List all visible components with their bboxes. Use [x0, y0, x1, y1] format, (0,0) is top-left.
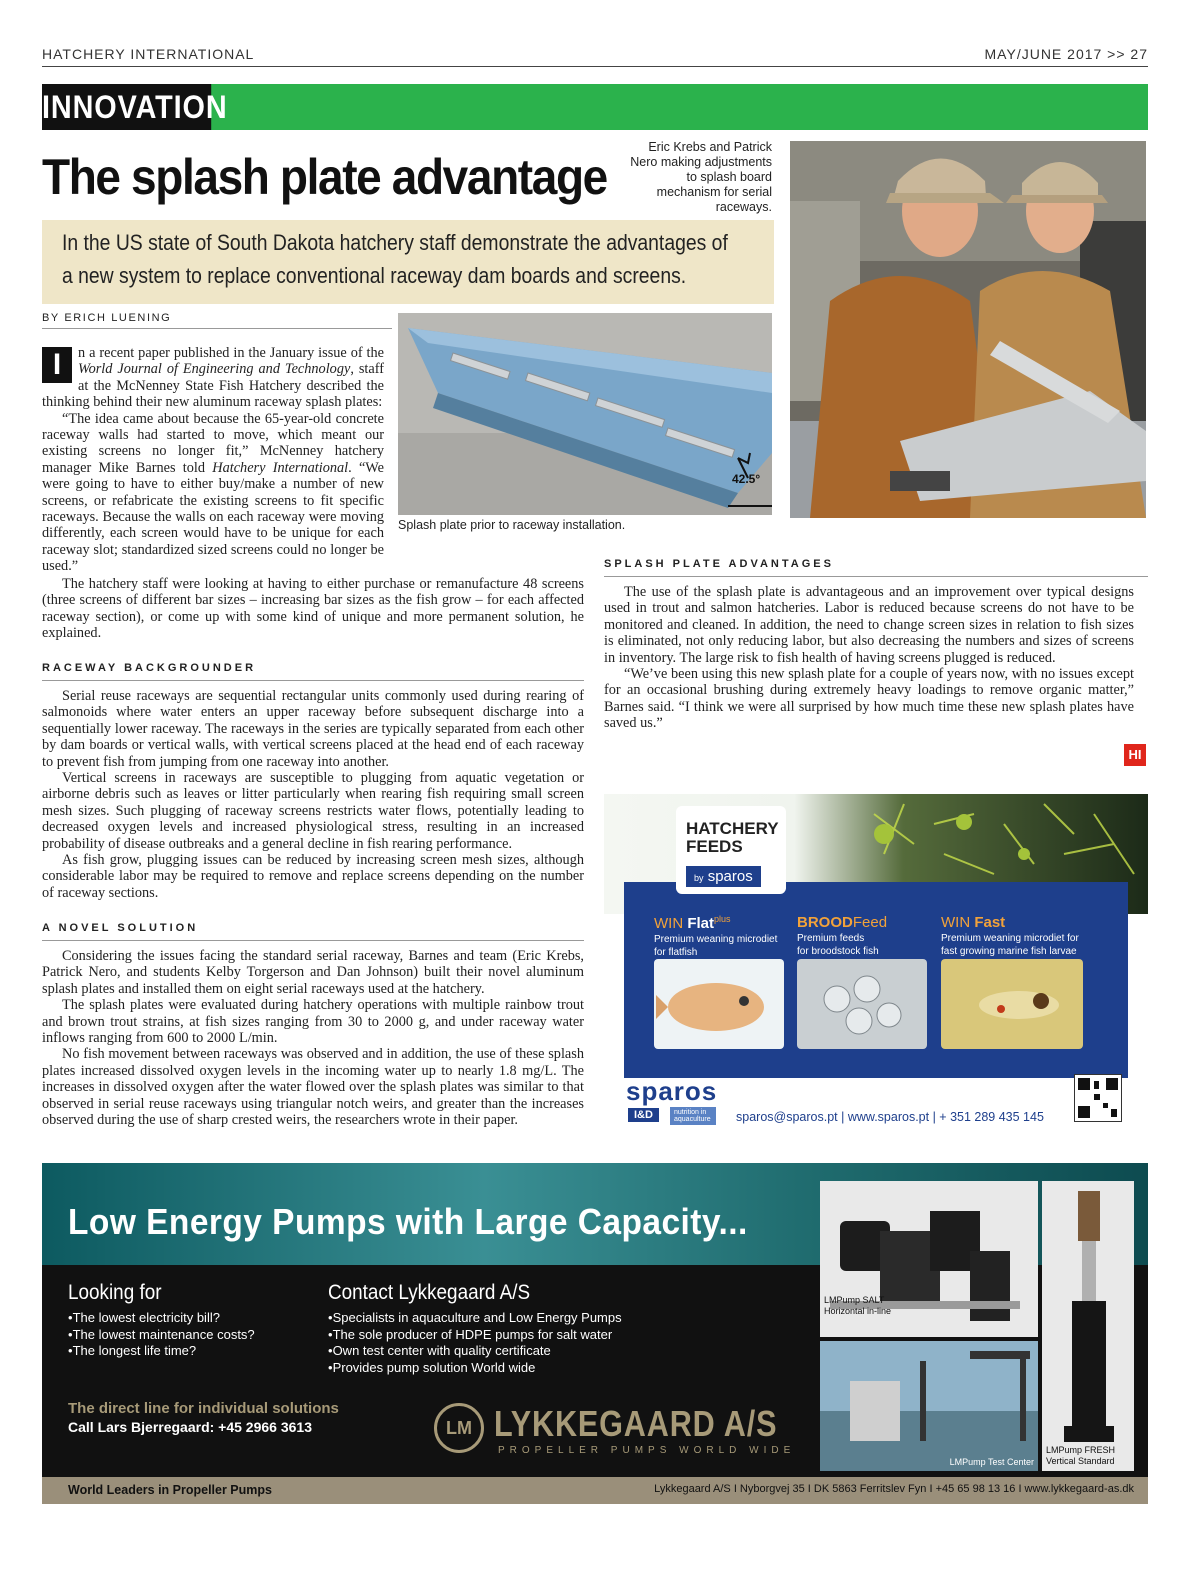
- byline-rule: [42, 328, 392, 329]
- photo-splash-plate: [398, 313, 772, 515]
- novel-paragraph-3: No fish movement between raceways was observed and in addition, the use of these splash plates increased dissolved oxygen levels in the incoming water up to nearly 1.8 mg/L. The increases in dissolved oxygen after the water flowed over the splash plates was similar to that observed in serial reuse raceways using triangular notch weirs, and greater than the increases observed during the use of sharp crested weirs, the researchers wrote in their paper.: [42, 1046, 584, 1129]
- intro-paragraph-2: “The idea came about because the 65-year-old concrete raceway walls had started to move, which meant our existing screens no longer fit,” McNenney hatchery manager Mike Barnes told Hatchery International. “We were going to have to either buy/make a number of new screens, or refabricate the existing screens to fit specific raceways. Because the walls on each raceway were moving differently, each screen would have to be unique for each raceway slot; standardized sized screens could no longer be used.”: [42, 410, 384, 575]
- looking-for-heading: Looking for: [68, 1281, 162, 1304]
- intro-paragraph-1: I n a recent paper published in the January issue of the World Journal of Engineering and Technology, staff at the McNenney State Fish Hatchery described the thinking behind their new aluminum raceway splash plates:: [42, 345, 385, 411]
- list-item: • The lowest electricity bill?: [68, 1310, 255, 1327]
- sparos-brand-logo: sparos: [626, 1076, 718, 1106]
- deck-line-2: a new system to replace conventional raceway dam boards and screens.: [62, 263, 687, 288]
- lykkegaard-tagline: PROPELLER PUMPS WORLD WIDE: [498, 1445, 796, 1456]
- novel-paragraph-2: The splash plates were evaluated during hatchery operations with multiple rainbow trout and brown trout strains, at fish sizes ranging from 30 to 2000 g, and under raceway water inflows ranging from 600 to 2000 L/min.: [42, 997, 584, 1047]
- backgrounder-paragraph-1: Serial reuse raceways are sequential rectangular units commonly used during rearing of salmonoids where water enters an upper raceway before subsequent discharge into a sequentially lower raceway. The raceways in the series are typically separated from each other by dam boards or vertical walls, with vertical screens placed at the head end of each raceway to prevent fish from jumping from one raceway into another.: [42, 688, 584, 770]
- drop-cap: I: [42, 347, 72, 383]
- photo-caption-plate: Splash plate prior to raceway installation.: [398, 518, 626, 532]
- journal-name: World Journal of Engineering and Technology: [78, 361, 351, 378]
- magazine-name: Hatchery International: [212, 459, 349, 476]
- subhead-raceway-backgrounder: RACEWAY BACKGROUNDER: [42, 662, 257, 674]
- subhead-splash-plate-advantages: SPLASH PLATE ADVANTAGES: [604, 558, 834, 570]
- footer-slogan: World Leaders in Propeller Pumps: [68, 1483, 272, 1497]
- deck-line-1: In the US state of South Dakota hatchery staff demonstrate the advantages of: [62, 230, 728, 255]
- lykkegaard-title: Low Energy Pumps with Large Capacity...: [68, 1201, 748, 1242]
- broodstock-eggs-image: [797, 959, 927, 1049]
- deck-text: [62, 226, 728, 292]
- advantages-text: [604, 584, 1134, 732]
- flatfish-image: [654, 959, 784, 1049]
- intro-text-narrow: [42, 345, 384, 575]
- sparos-advertisement[interactable]: [604, 794, 1148, 1140]
- article-title: The splash plate advantage: [42, 149, 607, 205]
- end-mark-logo: HI: [1124, 744, 1146, 766]
- subhead-rule-2: [42, 940, 584, 941]
- list-item: • The lowest maintenance costs?: [68, 1327, 255, 1344]
- fish-larva-image: [941, 959, 1083, 1049]
- contact-list: [328, 1310, 622, 1376]
- intro-paragraph-3: The hatchery staff were looking at having to either purchase or remanufacture 48 screens (three screens of different bar sizes – increasing bar sizes as the fish grow – for each affected raceway section), or come up with some kind of unique and more permanent solution, he explained.: [42, 576, 584, 642]
- photo-caption-workers: Eric Krebs and Patrick Nero making adjustments to splash board mechanism for serial raceways.: [630, 140, 772, 214]
- pump-test-center-image: LMPump Test Center: [820, 1341, 1038, 1471]
- product-win-fast: WIN Fast Premium weaning microdiet for fast growing marine fish larvae: [941, 914, 1079, 957]
- list-item: • Specialists in aquaculture and Low Energy Pumps: [328, 1310, 622, 1327]
- pump-salt-image: LMPump SALT Horizontal in-line: [820, 1181, 1038, 1337]
- pump-fresh-image: LMPump FRESH Vertical Standard: [1042, 1181, 1134, 1471]
- lykkegaard-footer: [42, 1477, 1148, 1504]
- photo-workers: [790, 141, 1146, 518]
- call-text[interactable]: Call Lars Bjerregaard: +45 2966 3613: [68, 1419, 312, 1435]
- sparos-nutrition-tag: nutrition in aquaculture: [670, 1107, 716, 1125]
- list-item: • Provides pump solution World wide: [328, 1360, 622, 1377]
- footer-address[interactable]: Lykkegaard A/S I Nyborgvej 35 I DK 5863 Ferritslev Fyn I +45 65 98 13 16 I www.lykkegaard-as.dk: [654, 1483, 1134, 1495]
- hatchery-feeds-logo: HATCHERY FEEDS by sparos: [676, 806, 786, 894]
- list-item: • The longest life time?: [68, 1343, 255, 1360]
- lykkegaard-advertisement[interactable]: [42, 1163, 1148, 1504]
- qr-code-icon[interactable]: [1074, 1074, 1122, 1122]
- angle-label: 42.5°: [732, 472, 761, 486]
- list-item: • Own test center with quality certificate: [328, 1343, 622, 1360]
- list-item: • The sole producer of HDPE pumps for salt water: [328, 1327, 622, 1344]
- lykkegaard-logo-text: LYKKEGAARD A/S: [494, 1403, 778, 1444]
- looking-for-list: [68, 1310, 255, 1360]
- backgrounder-paragraph-3: As fish grow, plugging issues can be reduced by increasing screen mesh sizes, although considerable labor may be required to remove and replace screens depending on the number of raceway sections.: [42, 852, 584, 901]
- sparos-contact-line[interactable]: sparos@sparos.pt | www.sparos.pt | + 351 289 435 145: [736, 1110, 1044, 1124]
- publication-name: HATCHERY INTERNATIONAL: [42, 46, 255, 62]
- advantages-paragraph-2: “We’ve been using this new splash plate for a couple of years now, with no issues except for an occasional brushing during extremely heavy loadings to remove organic matter,” Barnes said. “I think we were all surprised by how much time these new splash plates have saved us.”: [604, 666, 1134, 732]
- byline: BY ERICH LUENING: [42, 312, 172, 324]
- novel-solution-text: [42, 948, 584, 1128]
- contact-heading: Contact Lykkegaard A/S: [328, 1281, 531, 1304]
- advantages-paragraph-1: The use of the splash plate is advantageous and an improvement over typical designs used in trout and salmon hatcheries. Labor is reduced because screens do not have to be monitored and cleaned. In addition, the need to change screen sizes in relation to fish sizes is eliminated, not only reducing labor, but also decreasing the numbers and sizes of screens in inventory. The large risk to fish health of having screens plugged is reduced.: [604, 584, 1134, 666]
- subhead-rule-1: [42, 680, 584, 681]
- subhead-rule-3: [604, 576, 1148, 577]
- product-broodfeed: BROODFeed Premium feeds for broodstock fish: [797, 914, 888, 957]
- sparos-id-tag: I&D: [628, 1108, 659, 1122]
- backgrounder-paragraph-2: Vertical screens in raceways are susceptible to plugging from aquatic vegetation or airborne debris such as leaves or litter particularly when rearing fish requiring small screen mesh sizes. Such plugging of raceway screens restricts water flows, potentially leading to decreased oxygen levels and increased physiological stress, resulting in an increased probability of disease outbreaks and a general decline in fish rearing performance.: [42, 770, 584, 852]
- lykkegaard-logo-icon: LM: [434, 1403, 484, 1453]
- backgrounder-text: [42, 688, 584, 901]
- header-rule: [42, 66, 1148, 67]
- novel-paragraph-1: Considering the issues facing the standard serial raceway, Barnes and team (Eric Krebs, Patrick Nero, and students Kelby Torgerson and Dan Johnson) built their novel aluminum splash plates and installed them on eight serial raceways used at the hatchery.: [42, 948, 584, 997]
- direct-line-text: The direct line for individual solutions: [68, 1400, 339, 1417]
- issue-page-number: MAY/JUNE 2017 >> 27: [984, 46, 1148, 62]
- subhead-novel-solution: A NOVEL SOLUTION: [42, 922, 199, 934]
- section-label: INNOVATION: [42, 84, 211, 130]
- product-win-flat: WIN Flat$^{plus}$ Premium weaning microdiet for flatfish: [654, 914, 778, 958]
